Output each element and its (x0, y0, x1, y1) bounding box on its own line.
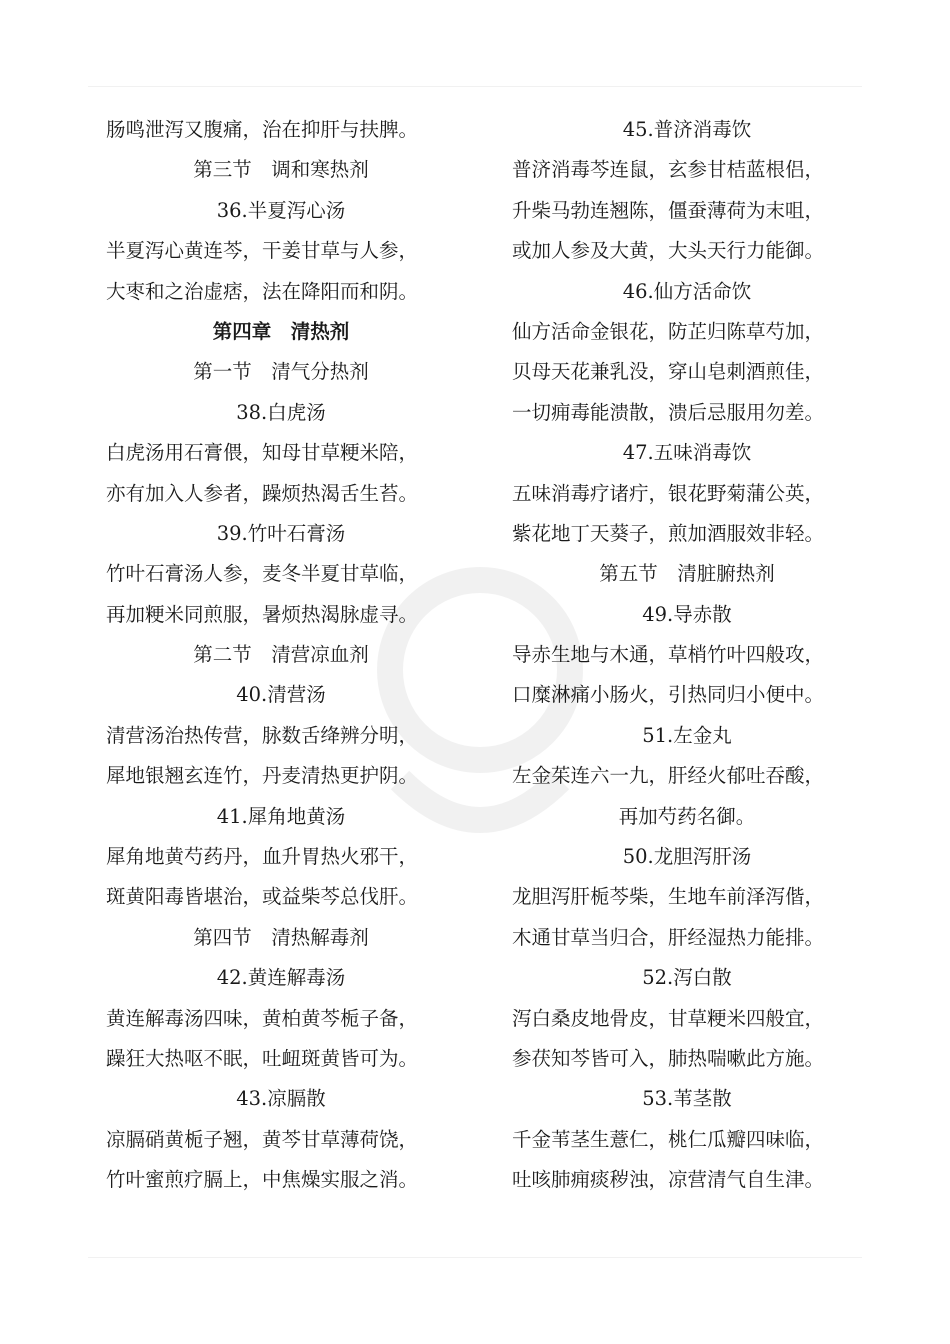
verse-line: 仙方活命金银花，防芷归陈草芍加， (512, 319, 825, 343)
verse-line: 龙胆泻肝栀芩柴，生地车前泽泻偕， (512, 885, 825, 909)
verse-line: 竹叶蜜煎疗膈上，中焦燥实服之消。 (106, 1168, 419, 1192)
verse-line: 肠鸣泄泻又腹痛，治在抑肝与扶脾。 (106, 118, 419, 141)
section-heading: 50.龙胆泻肝汤 (622, 845, 752, 869)
verse-line: 大枣和之治虚痞，法在降阳而和阴。 (106, 279, 419, 303)
section-heading: 39.竹叶石膏汤 (216, 521, 346, 545)
bottom-rule (88, 1257, 862, 1258)
section-heading: 46.仙方活命饮 (622, 279, 752, 303)
verse-line: 普济消毒芩连鼠，玄参甘桔蓝根侣， (512, 158, 825, 182)
top-rule (88, 86, 862, 87)
section-heading: 第四节 清热解毒剂 (193, 925, 369, 949)
section-heading: 第一节 清气分热剂 (193, 360, 369, 384)
verse-line: 左金茱连六一九，肝经火郁吐吞酸， (512, 764, 825, 788)
verse-line: 贝母天花兼乳没，穿山皂刺酒煎佳， (512, 360, 825, 384)
verse-line: 升柴马勃连翘陈，僵蚕薄荷为末咀， (512, 198, 825, 222)
right-column (512, 110, 862, 1201)
verse-line: 半夏泻心黄连芩，干姜甘草与人参， (106, 239, 419, 263)
verse-line: 黄连解毒汤四味，黄柏黄芩栀子备， (106, 1006, 419, 1030)
verse-line: 口糜淋痛小肠火，引热同归小便中。 (512, 683, 825, 707)
verse-line: 参茯知芩皆可入，肺热喘嗽此方施。 (512, 1046, 825, 1070)
verse-line: 竹叶石膏汤人参，麦冬半夏甘草临， (106, 562, 419, 586)
verse-line: 斑黄阳毒皆堪治，或益柴芩总伐肝。 (106, 885, 419, 909)
verse-line: 犀角地黄芍药丹，血升胃热火邪干， (106, 845, 419, 869)
verse-line: 一切痈毒能溃散，溃后忌服用勿差。 (512, 400, 825, 424)
section-heading: 43.凉膈散 (236, 1087, 326, 1111)
section-heading: 45.普济消毒饮 (622, 118, 752, 141)
section-heading: 51.左金丸 (642, 723, 732, 747)
verse-line: 导赤生地与木通，草梢竹叶四般攻， (512, 643, 825, 667)
section-heading: 53.苇茎散 (642, 1087, 732, 1111)
verse-line: 犀地银翘玄连竹，丹麦清热更护阴。 (106, 764, 419, 788)
verse-line: 千金苇茎生薏仁，桃仁瓜瓣四味临， (512, 1127, 825, 1151)
section-heading: 第三节 调和寒热剂 (193, 158, 369, 182)
section-heading: 再加芍药名御。 (618, 804, 756, 828)
section-heading: 第四章 清热剂 (212, 319, 350, 343)
section-heading: 第五节 清脏腑热剂 (599, 562, 775, 586)
verse-line: 或加人参及大黄，大头天行力能御。 (512, 239, 825, 263)
verse-line: 吐咳肺痈痰秽浊，凉营清气自生津。 (512, 1168, 825, 1192)
verse-line: 再加粳米同煎服，暑烦热渴脉虚寻。 (106, 602, 419, 626)
verse-line: 泻白桑皮地骨皮，甘草粳米四般宜， (512, 1006, 825, 1030)
section-heading: 41.犀角地黄汤 (216, 804, 346, 828)
verse-line: 木通甘草当归合，肝经湿热力能排。 (512, 925, 825, 949)
verse-line: 五味消毒疗诸疔，银花野菊蒲公英， (512, 481, 825, 505)
section-heading: 49.导赤散 (642, 602, 732, 626)
verse-line: 紫花地丁天葵子，煎加酒服效非轻。 (512, 521, 825, 545)
section-heading: 52.泻白散 (642, 966, 732, 990)
section-heading: 38.白虎汤 (236, 400, 326, 424)
verse-line: 白虎汤用石膏偎，知母甘草粳米陪， (106, 441, 419, 465)
verse-line: 清营汤治热传营，脉数舌绛辨分明， (106, 723, 419, 747)
section-heading: 40.清营汤 (236, 683, 326, 707)
verse-line: 亦有加入人参者，躁烦热渴舌生苔。 (106, 481, 419, 505)
section-heading: 第二节 清营凉血剂 (193, 643, 369, 667)
verse-line: 躁狂大热呕不眠，吐衄斑黄皆可为。 (106, 1046, 419, 1070)
section-heading: 47.五味消毒饮 (622, 441, 752, 465)
section-heading: 36.半夏泻心汤 (216, 198, 346, 222)
left-column (106, 110, 456, 1201)
section-heading: 42.黄连解毒汤 (216, 966, 346, 990)
verse-line: 凉膈硝黄栀子翘，黄芩甘草薄荷饶， (106, 1127, 419, 1151)
